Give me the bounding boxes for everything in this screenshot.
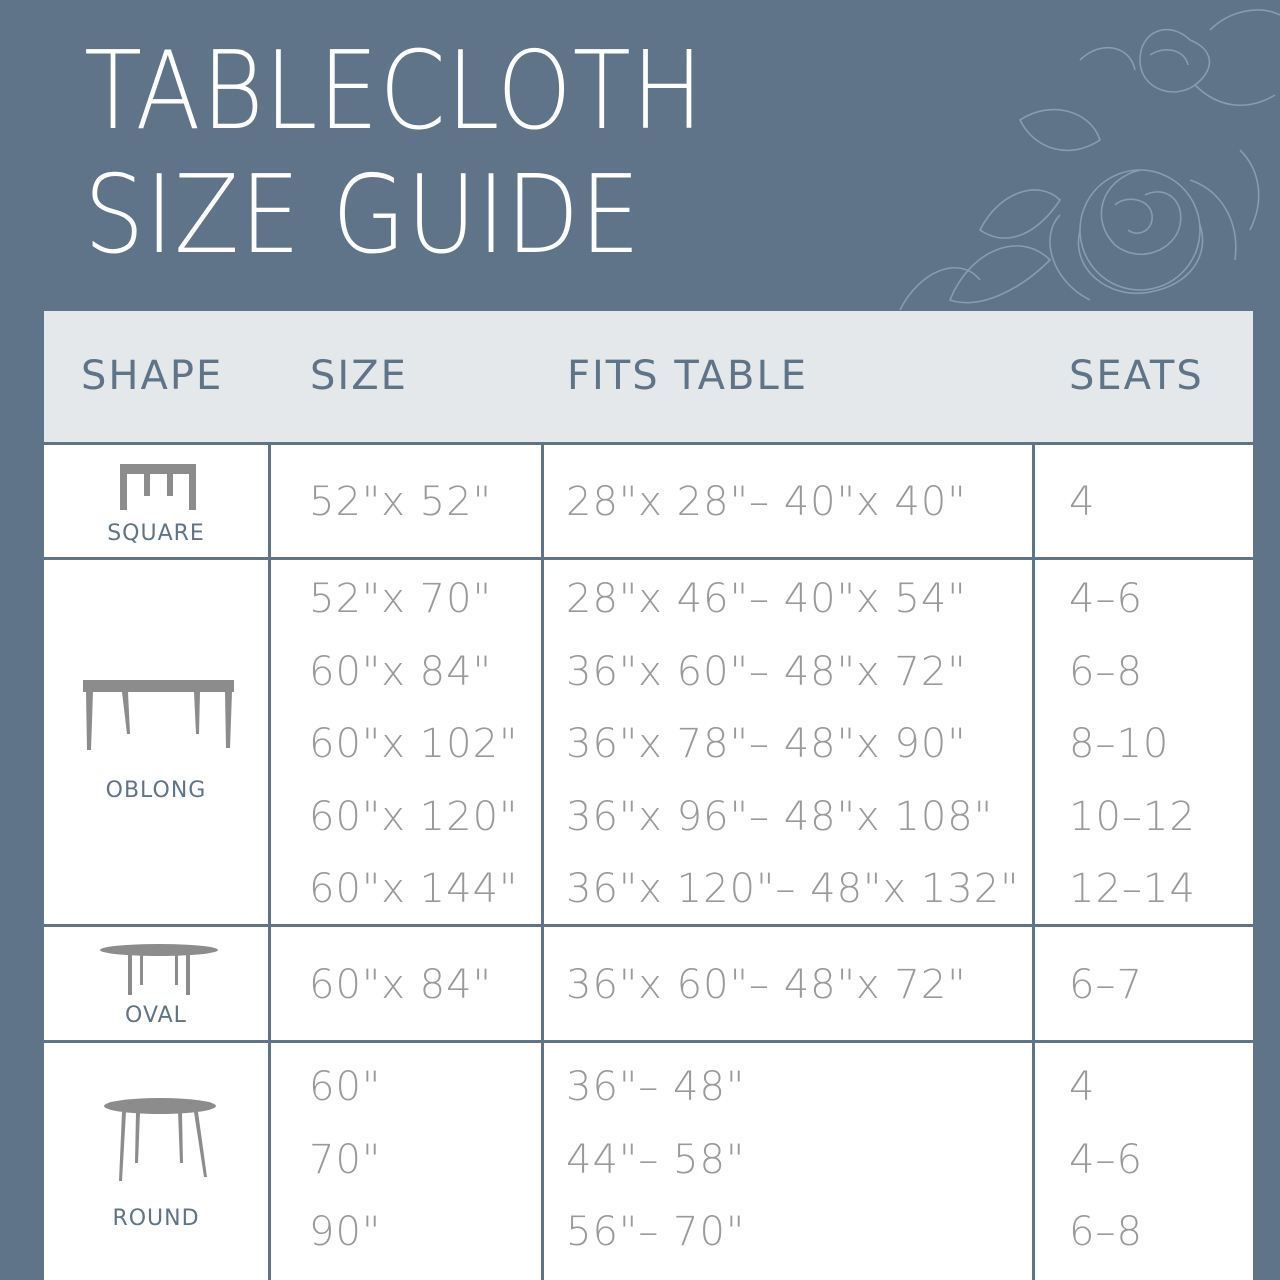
column-header-size: SIZE — [310, 353, 408, 399]
size-value: 60" — [309, 1064, 382, 1110]
fits-cell — [544, 560, 1032, 924]
shape-cell-oblong — [44, 560, 268, 924]
size-value: 70" — [309, 1137, 382, 1183]
seats-value: 4–6 — [1069, 1137, 1143, 1183]
seats-value: 4 — [1069, 1064, 1096, 1110]
shape-cell-oval — [44, 927, 268, 1040]
seats-value: 8–10 — [1069, 721, 1170, 767]
size-value: 90" — [309, 1209, 382, 1255]
column-header-shape: SHAPE — [81, 353, 224, 399]
size-guide-table — [44, 311, 1253, 1280]
column-header-fits-table: FITS TABLE — [567, 353, 809, 399]
shape-label-oblong: OBLONG — [105, 778, 207, 803]
shape-label-oval: OVAL — [125, 1003, 187, 1028]
seats-value: 4–6 — [1069, 576, 1143, 622]
seats-value: 12–14 — [1069, 866, 1196, 912]
table-header — [44, 311, 1253, 442]
round-table-icon — [102, 1097, 218, 1183]
fits-value: 44"– 58" — [566, 1137, 746, 1183]
size-cell — [271, 1043, 541, 1280]
size-cell — [271, 445, 541, 557]
shape-label-square: SQUARE — [107, 521, 205, 546]
fits-value: 36"– 48" — [566, 1064, 746, 1110]
fits-value: 36"x 120"– 48"x 132" — [566, 866, 1020, 912]
size-value: 52"x 52" — [309, 479, 492, 525]
oval-table-icon — [99, 943, 219, 1003]
size-value: 60"x 84" — [309, 962, 492, 1008]
fits-cell — [544, 1043, 1032, 1280]
shape-label-round: ROUND — [112, 1206, 200, 1231]
size-value: 60"x 102" — [309, 721, 519, 767]
fits-value: 36"x 60"– 48"x 72" — [566, 962, 967, 1008]
fits-value: 28"x 28"– 40"x 40" — [566, 479, 967, 525]
seats-value: 6–8 — [1069, 1209, 1143, 1255]
seats-value: 6–7 — [1069, 962, 1143, 1008]
fits-cell — [544, 927, 1032, 1040]
size-value: 60"x 84" — [309, 649, 492, 695]
fits-cell — [544, 445, 1032, 557]
size-value: 60"x 144" — [309, 866, 519, 912]
seats-cell — [1035, 1043, 1253, 1280]
shape-cell-square — [44, 445, 268, 557]
fits-value: 36"x 78"– 48"x 90" — [566, 721, 967, 767]
fits-value: 36"x 96"– 48"x 108" — [566, 794, 994, 840]
title-line-1: TABLECLOTH — [84, 29, 704, 154]
size-value: 52"x 70" — [309, 576, 492, 622]
size-value: 60"x 120" — [309, 794, 519, 840]
seats-value: 4 — [1069, 479, 1096, 525]
seats-cell — [1035, 927, 1253, 1040]
square-table-icon — [119, 463, 199, 513]
seats-value: 10–12 — [1069, 794, 1196, 840]
floral-decoration-icon — [720, 0, 1280, 320]
shape-cell-round — [44, 1043, 268, 1280]
title-line-2: SIZE GUIDE — [84, 153, 641, 278]
seats-value: 6–8 — [1069, 649, 1143, 695]
size-cell — [271, 560, 541, 924]
page-title — [84, 30, 789, 278]
fits-value: 28"x 46"– 40"x 54" — [566, 576, 967, 622]
column-header-seats: SEATS — [1069, 353, 1204, 399]
size-cell — [271, 927, 541, 1040]
oblong-table-icon — [82, 678, 236, 762]
seats-cell — [1035, 445, 1253, 557]
seats-cell — [1035, 560, 1253, 924]
fits-value: 36"x 60"– 48"x 72" — [566, 649, 967, 695]
fits-value: 56"– 70" — [566, 1209, 746, 1255]
